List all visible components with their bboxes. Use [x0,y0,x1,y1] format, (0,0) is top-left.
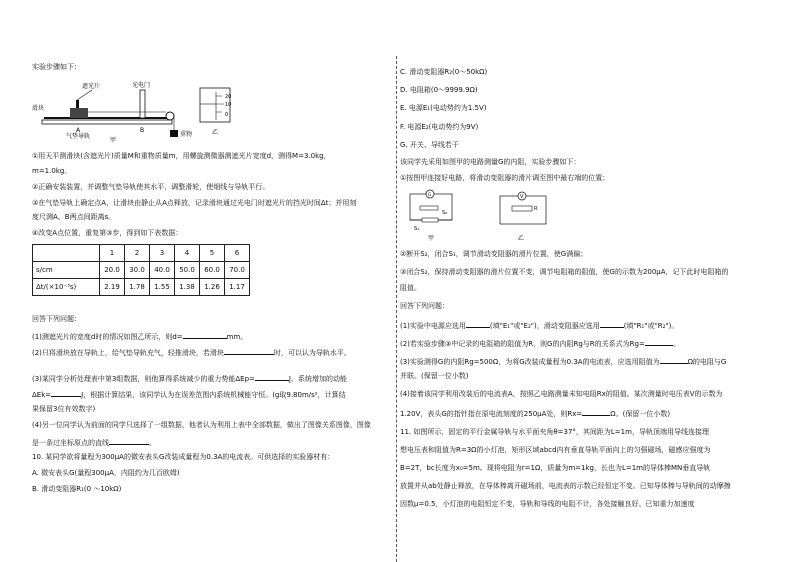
label-s2: S₂ [442,210,448,216]
table-cell: 1.17 [225,279,250,296]
q11-a: 11. 如图所示，固定的平行金属导轨与水平面夹角θ=37°，其间距为L=1m，导轨顶端用导线连接理 [400,428,709,436]
answer-blank [224,347,274,355]
right-column [398,0,794,562]
answer-blank [255,373,289,381]
pulley [166,112,174,120]
answer-blank [51,389,81,397]
step-r3-a: ③闭合S₂，保持滑动变阻器的滑片位置不变，调节电阻箱的阻值，使G的示数为200μA，记下此时电阻箱的 [400,268,729,276]
caption-yi: 乙 [212,129,219,136]
step3-b: 度尺测A、B两点间距离s。 [32,213,116,221]
label-v: V [520,194,524,200]
table-cell: 2.19 [100,279,125,296]
measure-intro: 该同学先采用如图甲的电路测量G的内阻，实验步骤如下： [400,158,581,166]
q10: 10. 某同学欲将量程为300μA的微安表头G改装成量程为0.3A的电流表。可供选择的实验器材有： [32,453,335,461]
q4-a: (4)另一位同学认为前面的同学只选择了一组数据，他者认为利用上表中全部数据，做出了图像关系图像，图像 [32,421,371,429]
data-table [32,244,250,296]
figure-micrometer [196,84,246,140]
column-divider [396,56,397,562]
step-r3-b: 阻值。 [400,284,421,292]
caption-circuit-jia: 甲 [428,235,435,242]
answer-blank [466,320,490,328]
option-c: C. 滑动变阻器R₂(0～50kΩ) [400,68,488,76]
step4: ④改变A点位置，重复第③步，得到如下表数据： [32,229,183,237]
step2: ②正确安装装置，并调整气垫导轨使其水平，调整滑轮，使细线与导轨平行。 [32,183,270,191]
q11-c: B=2T，bc长度为x₀=5m。现将电阻为r=1Ω，质量为m=1kg，长也为L=1m的导体棒MN垂直导轨 [400,464,711,472]
table-col: 1 [100,245,125,262]
row-label-dt: Δt/(×10⁻³s) [33,279,100,296]
answer-blank [109,437,149,445]
table-col: 5 [200,245,225,262]
step1-b: m=1.0kg。 [32,167,72,175]
table-row [33,279,250,296]
tick-top: 20 [225,94,232,100]
label-track: 气垫导轨 [66,133,91,140]
answer-title-left: 回答下列问题： [32,315,81,323]
label-shade: 遮光片 [82,83,101,90]
q3-b: ΔEk= J，根据计算结果，该同学认为在误差范围内系统机械能守恒。(g取9.80m/s²，计算结 [32,391,346,399]
step-r1: ①按图甲连接好电路，将滑动变阻器的滑片调至图中最右端的位置； [400,174,610,182]
table-col: 4 [175,245,200,262]
a1: (1)实验中电源应选用 (填"E₁"或"E₂")，滑动变阻器应选用 (填"R₁"或"R₂")。 [400,322,679,330]
option-g: G. 开关、导线若干 [400,141,459,149]
a4-a: (4)接着该同学利用改装后的电流表A，按照乙电路测量未知电阻Rx的阻值。某次测量时电压表V的示数为 [400,390,723,398]
answer-title-right: 回答下列问题： [400,302,449,310]
a2: (2)若实验步骤③中记录的电阻箱的阻值为R，则G的内阻Rg与R的关系式为Rg= 。 [400,340,680,348]
table-col: 3 [150,245,175,262]
table-cell: 1.26 [200,279,225,296]
table-cell: 70.0 [225,262,250,279]
q3-c: 果保留3位有效数字) [32,405,96,413]
table-cell: 40.0 [150,262,175,279]
resistor-box [420,206,438,210]
a3-a: (3)实验测得G的内阻Rg=500Ω，为将G改装成量程为0.3A的电流表，应选用阻值为 Ω的电阻与G [400,358,727,366]
row-label-s: s/cm [33,262,100,279]
caption-circuit-yi: 乙 [518,235,525,242]
table-corner [33,245,100,262]
table-cell: 1.38 [175,279,200,296]
q11-d: 放置并从ab处静止释放，在导体棒离开磁场前，电流表的示数已经恒定不变。已知导体棒与导轨间的动摩擦 [400,482,731,490]
table-col: 2 [125,245,150,262]
table-col: 6 [225,245,250,262]
shade-plate [76,100,79,108]
step1-a: ①用天平测滑块(含遮光片)质量M和重物质量m，用螺旋测微器测遮光片宽度d，测得M=3.0kg， [32,152,331,160]
a3-b: 并联。(保留一位小数) [400,372,469,380]
track-base [42,120,172,124]
answer-blank [600,320,624,328]
step3-a: ③在气垫导轨上确定点A，让滑块由静止从A点释放，记录滑块通过光电门时遮光片的挡光时间Δt；并用刻 [32,199,357,207]
q3-a: (3)某同学分析处理表中第3组数据，则他算得系统减少的重力势能ΔEp= J，系统增加的动能 [32,375,347,383]
a4-b: 1.20V，表头G的指针指在原电流刻度的250μA处，则Rx= Ω。(保留一位小数) [400,410,671,418]
photogate [140,90,145,118]
option-f: F. 电源E₂(电动势约为9V) [400,123,479,131]
svg-text:G: G [428,192,432,197]
table-cell: 20.0 [100,262,125,279]
label-gate: 光电门 [132,82,151,89]
label-b: B [140,127,145,134]
label-s1: S₁ [414,226,420,232]
option-b: B. 滑动变阻器R₁(0 ～10kΩ) [32,485,122,493]
q2: (2)只将滑块放在导轨上，给气垫导轨充气，轻推滑块，若滑块 时，可以认为导轨水平。 [32,349,351,357]
slider-block [70,108,88,118]
table-cell: 30.0 [125,262,150,279]
figure-circuits [400,186,560,242]
table-row [33,262,250,279]
table-cell: 1.55 [150,279,175,296]
caption-jia: 甲 [110,137,117,144]
option-d: D. 电阻箱(0～9999.9Ω) [400,86,478,94]
label-a: A [76,127,81,134]
q11-e: 因数μ=0.5，小灯泡的电阻恒定不变，导轨和导线的电阻不计，各处接触良好。已知重力加速度 [400,500,695,508]
table-cell: 50.0 [175,262,200,279]
label-r: R [534,206,538,212]
option-e: E. 电源E₁(电动势约为1.5V) [400,104,487,112]
table-cell: 1.78 [125,279,150,296]
tick-mid: 10 [225,102,232,108]
figure-air-track [32,80,193,144]
left-column [0,0,396,562]
answer-blank [183,331,227,339]
answer-blank [645,338,673,346]
intro-text: 实验步骤如下： [32,63,81,71]
step-r2: ②断开S₂，闭合S₁，调节滑动变阻器的滑片位置，使G满偏； [400,250,588,258]
q11-b: 想电压表和阻值为R=3Ω的小灯泡，矩形区域abcd内有垂直导轨平面向上的匀强磁场，磁感应强度为 [400,446,711,454]
label-weight: 重物 [180,131,193,138]
answer-blank [660,356,688,364]
label-slider: 滑块 [32,105,45,112]
q1: (1)测遮光片的宽度d时的情况如图乙所示，则d= mm。 [32,333,248,341]
table-header-row [33,245,250,262]
answer-blank [582,408,610,416]
option-a: A. 微安表头G(量程300μA，内阻约为几百欧姆) [32,469,180,477]
table-cell: 60.0 [200,262,225,279]
weight-block [170,130,178,137]
q4-b: 是一条过坐标原点的直线 。 [32,439,156,447]
tick-low: 0 [225,112,229,118]
